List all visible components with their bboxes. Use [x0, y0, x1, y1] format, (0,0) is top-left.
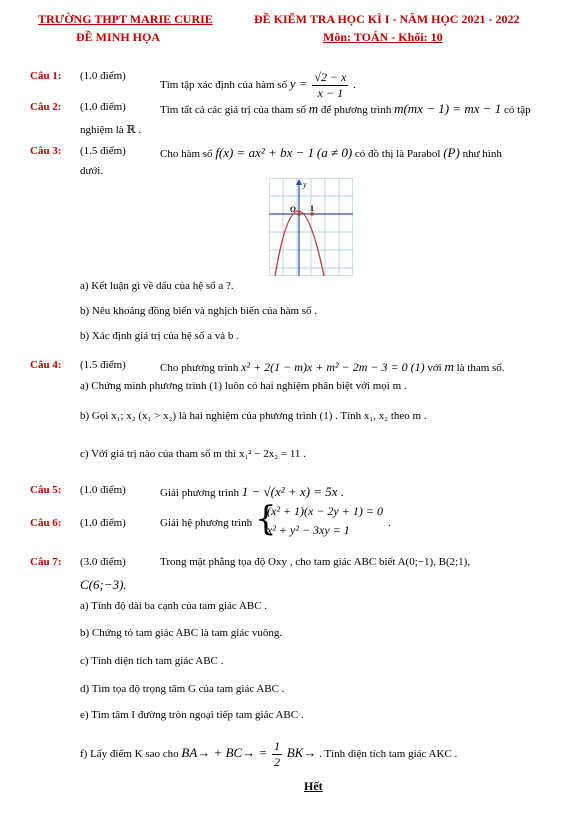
q2-text: Tìm tất cả các giá trị của tham số m để phương trình m(mx − 1) = mx − 1 có tập [160, 101, 531, 116]
q3-item-b2: b) Xác định giá trị của hệ số a và b . [80, 330, 239, 342]
q4-text: Cho phương trình x² + 2(1 − m)x + m² − 2m − 3 = 0 (1) với m là tham số. [160, 359, 505, 374]
q2-label: Câu 2: [30, 101, 62, 113]
q3-text: Cho hàm số f(x) = ax² + bx − 1 (a ≠ 0) có đồ thị là Parabol (P) như hình [160, 145, 502, 160]
q7-text-cont: C(6;−3). [80, 577, 127, 592]
q6-points: (1.0 điểm) [80, 517, 126, 529]
q3-item-a: a) Kết luận gì về dấu của hệ số a ?. [80, 280, 234, 292]
q7-item-c: c) Tính diện tích tam giác ABC . [80, 655, 224, 667]
q3-points: (1.5 điểm) [80, 145, 126, 157]
q1-label: Câu 1: [30, 70, 62, 82]
q6-text: Giải hệ phương trình [160, 517, 253, 529]
end-marker: Hết [304, 779, 323, 793]
q3-item-b1: b) Nêu khoảng đồng biến và nghịch biến của hàm số . [80, 305, 318, 317]
q5-text: Giải phương trình 1 − √(x² + x) = 5x . [160, 484, 345, 499]
q6-dot: . [388, 517, 391, 529]
q6-label: Câu 6: [30, 517, 62, 529]
q1-text: Tìm tập xác định của hàm số y = $\frac{√2 - x}{x - 1}$ . [160, 70, 356, 100]
q5-points: (1.0 điểm) [80, 484, 126, 496]
q4-item-a: a) Chứng minh phương trình (1) luôn có hai nghiệm phân biệt với mọi m . [80, 380, 407, 392]
school-name: TRƯỜNG THPT MARIE CURIE [38, 12, 213, 26]
q7-item-f: f) Lấy điểm K sao cho BA→ + BC→ = $\frac{1}{2}$ BK→ . Tính diện tích tam giác AKC . [80, 739, 458, 769]
q3-text-cont: dưới. [80, 165, 104, 177]
q7-item-d: d) Tìm tọa độ trọng tâm G của tam giác ABC . [80, 683, 285, 695]
subject-line: Môn: TOÁN - Khối: 10 [323, 30, 443, 44]
q3-label: Câu 3: [30, 145, 62, 157]
q6-eq2: x² + y² − 3xy = 1 [267, 523, 350, 537]
graph-y-label: y [303, 180, 307, 189]
document-subtitle: ĐỀ MINH HỌA [76, 30, 160, 44]
q7-points: (3.0 điểm) [80, 556, 126, 568]
q2-points: (1.0 điểm) [80, 101, 126, 113]
q1-points: (1.0 điểm) [80, 70, 126, 82]
q4-points: (1.5 điểm) [80, 359, 126, 371]
q7-item-a: a) Tính độ dài ba cạnh của tam giác ABC . [80, 600, 268, 612]
q4-item-c: c) Với giá trị nào của tham số m thì x₁² − 2x₂ = 11 . [80, 448, 306, 460]
graph-one-label: 1 [310, 204, 314, 213]
q6-eq1: (x² + 1)(x − 2y + 1) = 0 [267, 504, 383, 518]
q4-label: Câu 4: [30, 359, 62, 371]
graph-o-label: O [290, 205, 296, 214]
point-origin [297, 212, 301, 216]
q7-item-e: e) Tìm tâm I đường tròn ngoại tiếp tam giác ABC . [80, 709, 304, 721]
q2-text-cont: nghiệm là ℝ . [80, 124, 142, 136]
q7-text: Trong mặt phẳng tọa độ Oxy , cho tam giác ABC biết A(0;−1), B(2;1), [160, 556, 471, 568]
q4-item-b: b) Gọi x₁; x₂ (x₁ > x₂) là hai nghiệm của phương trình (1) . Tính x₁, x₂ theo m . [80, 410, 427, 422]
q7-label: Câu 7: [30, 556, 62, 568]
q5-label: Câu 5: [30, 484, 62, 496]
parabola-graph [269, 178, 353, 276]
exam-title: ĐỀ KIỂM TRA HỌC KÌ I - NĂM HỌC 2021 - 2022 [254, 12, 520, 26]
q7-item-b: b) Chứng tỏ tam giác ABC là tam giác vuông. [80, 627, 283, 639]
